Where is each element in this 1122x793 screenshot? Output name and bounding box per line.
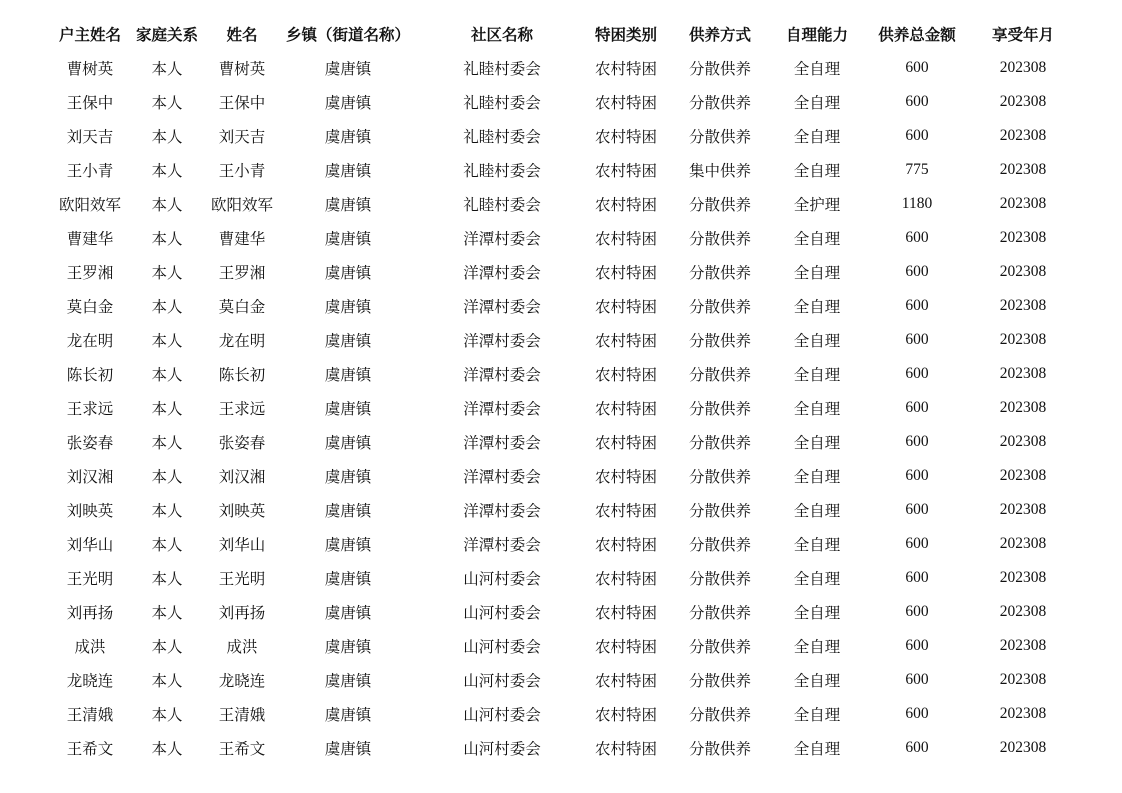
cell-support-method: 分散供养 xyxy=(688,468,751,486)
cell-support-amount: 600 xyxy=(905,297,929,314)
cell-family-relation: 本人 xyxy=(151,672,183,690)
table-row xyxy=(50,255,1070,289)
column-header-person-name: 姓名 xyxy=(226,26,258,44)
table-row xyxy=(50,221,1070,255)
cell-hardship-category: 农村特困 xyxy=(594,706,657,724)
cell-township: 虞唐镇 xyxy=(324,366,372,384)
cell-benefit-month: 202308 xyxy=(999,433,1047,450)
cell-person-name: 张姿春 xyxy=(218,434,266,452)
table-row xyxy=(50,357,1070,391)
cell-support-amount: 600 xyxy=(905,229,929,246)
table-row xyxy=(50,51,1070,85)
cell-support-method: 分散供养 xyxy=(688,332,751,350)
cell-self-care-ability: 全自理 xyxy=(793,298,841,316)
cell-self-care-ability: 全自理 xyxy=(793,264,841,282)
cell-self-care-ability: 全自理 xyxy=(793,672,841,690)
cell-household-head-name: 王罗湘 xyxy=(66,264,114,282)
cell-support-amount: 600 xyxy=(905,433,929,450)
cell-benefit-month: 202308 xyxy=(999,637,1047,654)
cell-benefit-month: 202308 xyxy=(999,399,1047,416)
cell-person-name: 王希文 xyxy=(218,740,266,758)
cell-household-head-name: 王求远 xyxy=(66,400,114,418)
table-row xyxy=(50,119,1070,153)
cell-support-amount: 600 xyxy=(905,127,929,144)
cell-self-care-ability: 全自理 xyxy=(793,638,841,656)
table-row xyxy=(50,561,1070,595)
cell-benefit-month: 202308 xyxy=(999,297,1047,314)
cell-support-method: 分散供养 xyxy=(688,264,751,282)
cell-hardship-category: 农村特困 xyxy=(594,162,657,180)
cell-benefit-month: 202308 xyxy=(999,739,1047,756)
cell-family-relation: 本人 xyxy=(151,740,183,758)
cell-self-care-ability: 全自理 xyxy=(793,434,841,452)
cell-family-relation: 本人 xyxy=(151,264,183,282)
cell-township: 虞唐镇 xyxy=(324,298,372,316)
cell-community-name: 山河村委会 xyxy=(463,706,541,724)
cell-township: 虞唐镇 xyxy=(324,672,372,690)
cell-person-name: 王小青 xyxy=(218,162,266,180)
cell-person-name: 王清娥 xyxy=(218,706,266,724)
cell-township: 虞唐镇 xyxy=(324,332,372,350)
cell-family-relation: 本人 xyxy=(151,502,183,520)
cell-family-relation: 本人 xyxy=(151,638,183,656)
cell-township: 虞唐镇 xyxy=(324,570,372,588)
cell-community-name: 洋潭村委会 xyxy=(463,264,541,282)
cell-hardship-category: 农村特困 xyxy=(594,298,657,316)
cell-township: 虞唐镇 xyxy=(324,230,372,248)
cell-support-amount: 600 xyxy=(905,671,929,688)
cell-support-method: 分散供养 xyxy=(688,196,751,214)
header-row xyxy=(50,17,1070,51)
cell-benefit-month: 202308 xyxy=(999,195,1047,212)
cell-community-name: 洋潭村委会 xyxy=(463,366,541,384)
table-row xyxy=(50,527,1070,561)
cell-person-name: 龙在明 xyxy=(218,332,266,350)
cell-family-relation: 本人 xyxy=(151,400,183,418)
cell-hardship-category: 农村特困 xyxy=(594,332,657,350)
cell-self-care-ability: 全自理 xyxy=(793,740,841,758)
cell-community-name: 礼睦村委会 xyxy=(463,60,541,78)
cell-person-name: 欧阳效军 xyxy=(210,196,273,214)
cell-support-amount: 600 xyxy=(905,59,929,76)
cell-benefit-month: 202308 xyxy=(999,263,1047,280)
cell-self-care-ability: 全自理 xyxy=(793,162,841,180)
cell-support-amount: 600 xyxy=(905,331,929,348)
cell-support-method: 分散供养 xyxy=(688,706,751,724)
cell-self-care-ability: 全自理 xyxy=(793,128,841,146)
cell-household-head-name: 曹建华 xyxy=(66,230,114,248)
cell-person-name: 成洪 xyxy=(226,638,258,656)
cell-hardship-category: 农村特困 xyxy=(594,128,657,146)
cell-township: 虞唐镇 xyxy=(324,706,372,724)
table-row xyxy=(50,663,1070,697)
cell-township: 虞唐镇 xyxy=(324,94,372,112)
table-row xyxy=(50,493,1070,527)
cell-benefit-month: 202308 xyxy=(999,671,1047,688)
cell-support-method: 分散供养 xyxy=(688,536,751,554)
cell-support-method: 分散供养 xyxy=(688,400,751,418)
cell-benefit-month: 202308 xyxy=(999,93,1047,110)
cell-support-method: 分散供养 xyxy=(688,740,751,758)
cell-self-care-ability: 全自理 xyxy=(793,604,841,622)
cell-support-amount: 600 xyxy=(905,467,929,484)
cell-household-head-name: 刘天吉 xyxy=(66,128,114,146)
cell-household-head-name: 王希文 xyxy=(66,740,114,758)
table-row xyxy=(50,85,1070,119)
cell-township: 虞唐镇 xyxy=(324,60,372,78)
cell-community-name: 山河村委会 xyxy=(463,570,541,588)
cell-township: 虞唐镇 xyxy=(324,740,372,758)
cell-self-care-ability: 全自理 xyxy=(793,570,841,588)
cell-self-care-ability: 全自理 xyxy=(793,400,841,418)
cell-family-relation: 本人 xyxy=(151,536,183,554)
cell-family-relation: 本人 xyxy=(151,468,183,486)
cell-township: 虞唐镇 xyxy=(324,468,372,486)
cell-household-head-name: 刘汉湘 xyxy=(66,468,114,486)
cell-support-amount: 775 xyxy=(905,161,929,178)
table-row xyxy=(50,731,1070,765)
cell-self-care-ability: 全自理 xyxy=(793,230,841,248)
cell-benefit-month: 202308 xyxy=(999,535,1047,552)
cell-benefit-month: 202308 xyxy=(999,331,1047,348)
table-row xyxy=(50,459,1070,493)
cell-self-care-ability: 全护理 xyxy=(793,196,841,214)
table-row xyxy=(50,697,1070,731)
column-header-support-amount: 供养总金额 xyxy=(878,26,956,44)
cell-support-method: 分散供养 xyxy=(688,60,751,78)
cell-township: 虞唐镇 xyxy=(324,502,372,520)
cell-support-amount: 600 xyxy=(905,603,929,620)
cell-household-head-name: 莫白金 xyxy=(66,298,114,316)
cell-community-name: 洋潭村委会 xyxy=(463,468,541,486)
cell-support-method: 分散供养 xyxy=(688,434,751,452)
cell-household-head-name: 王小青 xyxy=(66,162,114,180)
cell-support-amount: 600 xyxy=(905,637,929,654)
cell-community-name: 礼睦村委会 xyxy=(463,94,541,112)
cell-township: 虞唐镇 xyxy=(324,536,372,554)
cell-support-method: 分散供养 xyxy=(688,298,751,316)
beneficiary-table xyxy=(50,17,1070,765)
cell-hardship-category: 农村特困 xyxy=(594,638,657,656)
cell-support-method: 分散供养 xyxy=(688,366,751,384)
cell-self-care-ability: 全自理 xyxy=(793,468,841,486)
cell-self-care-ability: 全自理 xyxy=(793,60,841,78)
cell-community-name: 山河村委会 xyxy=(463,604,541,622)
cell-self-care-ability: 全自理 xyxy=(793,366,841,384)
cell-hardship-category: 农村特困 xyxy=(594,230,657,248)
cell-benefit-month: 202308 xyxy=(999,501,1047,518)
cell-person-name: 刘汉湘 xyxy=(218,468,266,486)
cell-benefit-month: 202308 xyxy=(999,365,1047,382)
cell-support-amount: 600 xyxy=(905,569,929,586)
cell-hardship-category: 农村特困 xyxy=(594,366,657,384)
cell-support-method: 分散供养 xyxy=(688,638,751,656)
cell-township: 虞唐镇 xyxy=(324,434,372,452)
cell-benefit-month: 202308 xyxy=(999,161,1047,178)
table-row xyxy=(50,391,1070,425)
cell-person-name: 刘华山 xyxy=(218,536,266,554)
table-row xyxy=(50,187,1070,221)
cell-hardship-category: 农村特困 xyxy=(594,468,657,486)
cell-household-head-name: 张姿春 xyxy=(66,434,114,452)
cell-community-name: 洋潭村委会 xyxy=(463,230,541,248)
cell-community-name: 洋潭村委会 xyxy=(463,434,541,452)
cell-support-amount: 600 xyxy=(905,501,929,518)
cell-benefit-month: 202308 xyxy=(999,569,1047,586)
column-header-community-name: 社区名称 xyxy=(470,26,533,44)
cell-person-name: 王保中 xyxy=(218,94,266,112)
cell-township: 虞唐镇 xyxy=(324,400,372,418)
cell-family-relation: 本人 xyxy=(151,298,183,316)
cell-community-name: 礼睦村委会 xyxy=(463,162,541,180)
cell-community-name: 洋潭村委会 xyxy=(463,332,541,350)
cell-family-relation: 本人 xyxy=(151,434,183,452)
cell-support-amount: 600 xyxy=(905,263,929,280)
cell-person-name: 曹树英 xyxy=(218,60,266,78)
table-row xyxy=(50,595,1070,629)
cell-person-name: 王光明 xyxy=(218,570,266,588)
cell-support-method: 集中供养 xyxy=(688,162,751,180)
cell-household-head-name: 成洪 xyxy=(74,638,106,656)
cell-person-name: 王求远 xyxy=(218,400,266,418)
cell-township: 虞唐镇 xyxy=(324,196,372,214)
cell-family-relation: 本人 xyxy=(151,196,183,214)
cell-hardship-category: 农村特困 xyxy=(594,604,657,622)
cell-self-care-ability: 全自理 xyxy=(793,94,841,112)
cell-person-name: 刘天吉 xyxy=(218,128,266,146)
cell-family-relation: 本人 xyxy=(151,94,183,112)
cell-community-name: 洋潭村委会 xyxy=(463,502,541,520)
cell-township: 虞唐镇 xyxy=(324,162,372,180)
cell-household-head-name: 刘再扬 xyxy=(66,604,114,622)
table-row xyxy=(50,289,1070,323)
cell-community-name: 礼睦村委会 xyxy=(463,128,541,146)
cell-person-name: 刘再扬 xyxy=(218,604,266,622)
table-row xyxy=(50,629,1070,663)
cell-family-relation: 本人 xyxy=(151,604,183,622)
cell-support-method: 分散供养 xyxy=(688,94,751,112)
table-row xyxy=(50,425,1070,459)
cell-township: 虞唐镇 xyxy=(324,264,372,282)
cell-community-name: 洋潭村委会 xyxy=(463,536,541,554)
cell-support-amount: 600 xyxy=(905,399,929,416)
cell-support-method: 分散供养 xyxy=(688,230,751,248)
cell-self-care-ability: 全自理 xyxy=(793,502,841,520)
cell-person-name: 王罗湘 xyxy=(218,264,266,282)
cell-family-relation: 本人 xyxy=(151,332,183,350)
cell-hardship-category: 农村特困 xyxy=(594,570,657,588)
cell-hardship-category: 农村特困 xyxy=(594,672,657,690)
cell-community-name: 山河村委会 xyxy=(463,672,541,690)
cell-community-name: 洋潭村委会 xyxy=(463,400,541,418)
cell-benefit-month: 202308 xyxy=(999,127,1047,144)
cell-person-name: 莫白金 xyxy=(218,298,266,316)
cell-household-head-name: 王清娥 xyxy=(66,706,114,724)
cell-community-name: 山河村委会 xyxy=(463,740,541,758)
cell-support-amount: 600 xyxy=(905,535,929,552)
cell-support-amount: 600 xyxy=(905,365,929,382)
cell-hardship-category: 农村特困 xyxy=(594,400,657,418)
cell-family-relation: 本人 xyxy=(151,162,183,180)
column-header-benefit-month: 享受年月 xyxy=(991,26,1054,44)
cell-benefit-month: 202308 xyxy=(999,229,1047,246)
cell-support-amount: 600 xyxy=(905,93,929,110)
cell-benefit-month: 202308 xyxy=(999,705,1047,722)
cell-household-head-name: 刘映英 xyxy=(66,502,114,520)
cell-household-head-name: 陈长初 xyxy=(66,366,114,384)
cell-household-head-name: 王光明 xyxy=(66,570,114,588)
cell-benefit-month: 202308 xyxy=(999,603,1047,620)
cell-hardship-category: 农村特困 xyxy=(594,196,657,214)
cell-community-name: 山河村委会 xyxy=(463,638,541,656)
column-header-hardship-category: 特困类别 xyxy=(594,26,657,44)
column-header-family-relation: 家庭关系 xyxy=(135,26,198,44)
cell-person-name: 龙晓连 xyxy=(218,672,266,690)
cell-household-head-name: 欧阳效军 xyxy=(58,196,121,214)
table-header xyxy=(50,17,1070,51)
column-header-support-method: 供养方式 xyxy=(688,26,751,44)
cell-hardship-category: 农村特困 xyxy=(594,60,657,78)
cell-family-relation: 本人 xyxy=(151,706,183,724)
table-row xyxy=(50,323,1070,357)
cell-person-name: 陈长初 xyxy=(218,366,266,384)
cell-support-method: 分散供养 xyxy=(688,672,751,690)
cell-support-amount: 600 xyxy=(905,739,929,756)
cell-household-head-name: 曹树英 xyxy=(66,60,114,78)
cell-hardship-category: 农村特困 xyxy=(594,536,657,554)
cell-hardship-category: 农村特困 xyxy=(594,740,657,758)
cell-benefit-month: 202308 xyxy=(999,467,1047,484)
cell-hardship-category: 农村特困 xyxy=(594,264,657,282)
cell-support-amount: 1180 xyxy=(901,195,933,212)
cell-person-name: 刘映英 xyxy=(218,502,266,520)
cell-township: 虞唐镇 xyxy=(324,128,372,146)
cell-person-name: 曹建华 xyxy=(218,230,266,248)
cell-household-head-name: 王保中 xyxy=(66,94,114,112)
cell-support-method: 分散供养 xyxy=(688,604,751,622)
cell-hardship-category: 农村特困 xyxy=(594,94,657,112)
cell-self-care-ability: 全自理 xyxy=(793,332,841,350)
column-header-township: 乡镇（街道名称） xyxy=(285,26,410,44)
cell-township: 虞唐镇 xyxy=(324,604,372,622)
cell-support-method: 分散供养 xyxy=(688,128,751,146)
table-row xyxy=(50,153,1070,187)
cell-support-amount: 600 xyxy=(905,705,929,722)
cell-family-relation: 本人 xyxy=(151,570,183,588)
cell-self-care-ability: 全自理 xyxy=(793,706,841,724)
cell-family-relation: 本人 xyxy=(151,128,183,146)
column-header-household-head-name: 户主姓名 xyxy=(58,26,121,44)
cell-benefit-month: 202308 xyxy=(999,59,1047,76)
cell-household-head-name: 刘华山 xyxy=(66,536,114,554)
cell-family-relation: 本人 xyxy=(151,366,183,384)
cell-self-care-ability: 全自理 xyxy=(793,536,841,554)
cell-household-head-name: 龙晓连 xyxy=(66,672,114,690)
cell-support-method: 分散供养 xyxy=(688,502,751,520)
cell-community-name: 洋潭村委会 xyxy=(463,298,541,316)
cell-family-relation: 本人 xyxy=(151,60,183,78)
cell-hardship-category: 农村特困 xyxy=(594,434,657,452)
cell-family-relation: 本人 xyxy=(151,230,183,248)
cell-community-name: 礼睦村委会 xyxy=(463,196,541,214)
table-body xyxy=(50,51,1070,765)
column-header-self-care-ability: 自理能力 xyxy=(785,26,848,44)
cell-hardship-category: 农村特困 xyxy=(594,502,657,520)
cell-household-head-name: 龙在明 xyxy=(66,332,114,350)
cell-support-method: 分散供养 xyxy=(688,570,751,588)
cell-township: 虞唐镇 xyxy=(324,638,372,656)
